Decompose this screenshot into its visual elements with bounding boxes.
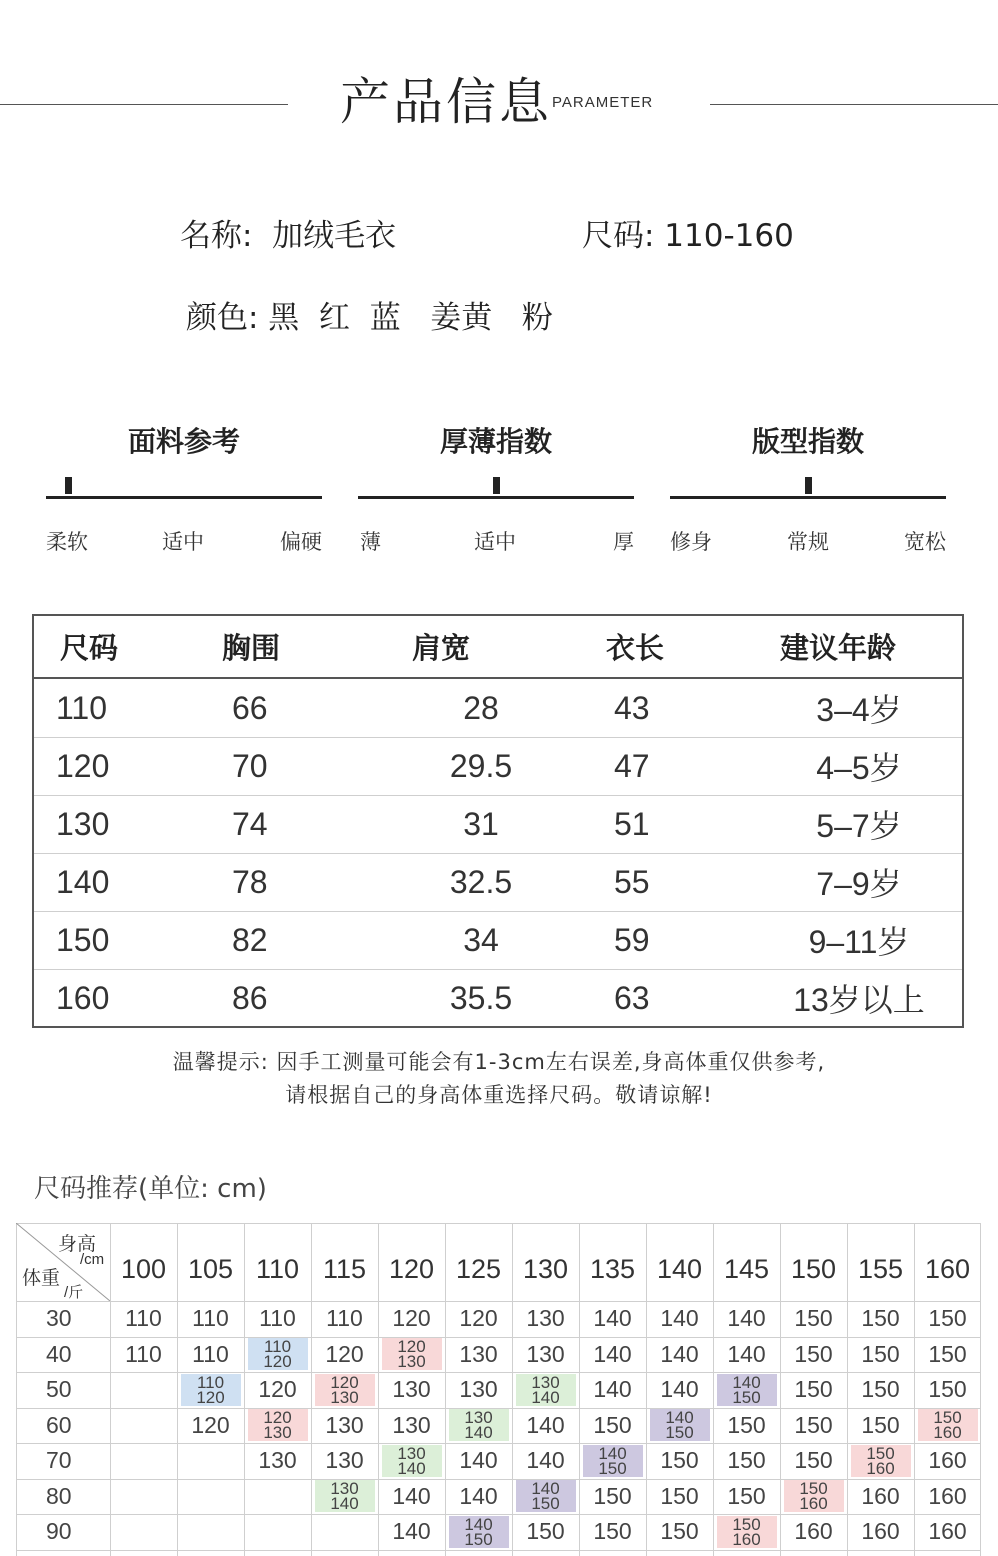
size-cell [579, 1443, 646, 1479]
size-range-to: 150 [464, 1529, 493, 1549]
spec-header-row [34, 616, 962, 677]
size-range-badge [918, 1409, 978, 1441]
size-range-badge [851, 1445, 911, 1477]
weight-label: 80 [46, 1482, 72, 1509]
size-range-to: 160 [933, 1423, 962, 1443]
spec-cell: 70 [232, 747, 268, 784]
size-range-from: 130 [397, 1443, 426, 1463]
scale-label-low: 修身 [670, 530, 712, 554]
product-size-range: 尺码: 110-160 [582, 218, 794, 254]
size-cell: 130 [325, 1411, 364, 1438]
height-header: 100 [120, 1253, 167, 1284]
height-header: 150 [790, 1253, 837, 1284]
spec-table-row [34, 969, 962, 1027]
size-range-from: 140 [531, 1479, 560, 1499]
spec-cell: 55 [614, 863, 650, 900]
size-recommendation-grid [16, 1223, 981, 1556]
size-cell: 120 [459, 1305, 498, 1332]
size-range-from: 120 [397, 1337, 426, 1357]
size-cell: 130 [459, 1376, 498, 1403]
size-cell: 150 [660, 1518, 699, 1545]
size-range-to: 120 [196, 1387, 225, 1407]
corner-weight-unit: /斤 [64, 1284, 84, 1301]
size-cell: 150 [861, 1340, 900, 1367]
scale-label-high: 宽松 [904, 530, 946, 554]
product-colors: 颜色: 黑 红 蓝 姜黄 粉 [186, 300, 553, 336]
scale-thickness [358, 420, 634, 560]
size-cell: 150 [727, 1411, 766, 1438]
spec-cell: 9–11岁 [808, 924, 910, 960]
size-range-from: 130 [464, 1408, 493, 1428]
section-title: 产品信息 [340, 73, 552, 131]
spec-table-row [34, 853, 962, 911]
size-cell: 150 [928, 1376, 967, 1403]
size-range-to: 140 [330, 1494, 359, 1514]
scale-line [46, 496, 322, 499]
spec-header-cell: 尺码 [60, 631, 119, 665]
size-cell: 150 [794, 1447, 833, 1474]
size-cell: 150 [928, 1340, 967, 1367]
spec-cell: 82 [232, 921, 268, 958]
size-cell [110, 1372, 177, 1408]
size-range-badge [382, 1338, 442, 1370]
size-cell: 150 [794, 1376, 833, 1403]
size-cell [311, 1479, 378, 1515]
spec-header-cell: 建议年龄 [780, 631, 897, 665]
size-cell [311, 1514, 378, 1550]
spec-cell: 32.5 [449, 863, 513, 900]
size-cell [244, 1514, 311, 1550]
spec-header-cell: 肩宽 [412, 631, 471, 665]
size-cell: 130 [526, 1340, 565, 1367]
size-cell [110, 1408, 177, 1444]
header-line-left [0, 104, 288, 105]
size-range-badge [449, 1409, 509, 1441]
height-header: 140 [656, 1253, 703, 1284]
size-cell: 150 [794, 1340, 833, 1367]
size-cell: 160 [861, 1518, 900, 1545]
spec-cell: 35.5 [449, 979, 513, 1016]
size-cell: 130 [325, 1447, 364, 1474]
height-header: 115 [322, 1253, 367, 1284]
size-cell [177, 1443, 244, 1479]
size-cell: 110 [192, 1305, 229, 1332]
spec-cell: 51 [614, 805, 650, 842]
size-cell: 150 [727, 1447, 766, 1474]
size-range-badge [382, 1445, 442, 1477]
size-range-badge [516, 1480, 576, 1512]
height-header: 145 [723, 1253, 770, 1284]
measurement-tip [0, 1046, 998, 1112]
size-cell: 120 [258, 1376, 297, 1403]
size-range-to: 140 [464, 1423, 493, 1443]
scale-label-low: 柔软 [46, 530, 88, 554]
size-range-to: 160 [866, 1458, 895, 1478]
spec-cell: 5–7岁 [816, 808, 902, 844]
scale-title: 面料参考 [127, 425, 240, 458]
size-cell: 140 [660, 1376, 699, 1403]
spec-cell: 3–4岁 [816, 692, 902, 728]
spec-cell: 110 [56, 689, 108, 726]
size-cell: 140 [526, 1447, 565, 1474]
size-range-from: 150 [799, 1479, 828, 1499]
height-header: 105 [187, 1253, 234, 1284]
size-range-to: 140 [397, 1458, 426, 1478]
size-range-from: 110 [196, 1372, 225, 1392]
size-cell: 150 [794, 1411, 833, 1438]
size-range-badge [650, 1409, 710, 1441]
size-cell: 160 [861, 1482, 900, 1509]
spec-cell: 130 [56, 805, 110, 842]
scale-fit [670, 420, 946, 560]
size-cell [512, 1372, 579, 1408]
size-cell: 130 [392, 1411, 431, 1438]
size-range-from: 120 [330, 1372, 359, 1392]
size-range-to: 130 [263, 1423, 292, 1443]
size-range-badge [315, 1374, 375, 1406]
header-line-right [710, 104, 998, 105]
size-range-to: 140 [531, 1387, 560, 1407]
size-cell [445, 1514, 512, 1550]
weight-label: 70 [46, 1447, 72, 1474]
size-range-from: 150 [866, 1443, 895, 1463]
size-cell [244, 1408, 311, 1444]
size-cell: 150 [660, 1447, 699, 1474]
size-range-to: 120 [263, 1352, 292, 1372]
size-cell: 160 [794, 1518, 833, 1545]
weight-label: 40 [46, 1340, 72, 1367]
spec-cell: 140 [56, 863, 110, 900]
size-range-badge [315, 1480, 375, 1512]
size-cell [244, 1337, 311, 1373]
spec-cell: 7–9岁 [816, 866, 902, 902]
size-cell: 120 [392, 1305, 431, 1332]
size-cell [713, 1372, 780, 1408]
corner-height-label: 身高 [58, 1234, 97, 1255]
spec-cell: 29.5 [449, 747, 513, 784]
size-cell: 130 [526, 1305, 565, 1332]
product-name: 名称: 加绒毛衣 [180, 218, 397, 254]
size-cell [177, 1479, 244, 1515]
size-cell: 120 [191, 1411, 230, 1438]
size-cell: 110 [192, 1340, 229, 1367]
size-cell [713, 1514, 780, 1550]
size-cell: 140 [727, 1340, 766, 1367]
corner-height-unit: /cm [80, 1251, 105, 1268]
spec-cell: 28 [463, 689, 499, 726]
size-cell: 160 [928, 1518, 967, 1545]
scale-label-mid: 常规 [787, 530, 829, 554]
size-cell: 140 [660, 1305, 699, 1332]
size-range-from: 140 [598, 1443, 627, 1463]
scale-label-mid: 适中 [162, 530, 204, 554]
size-cell: 120 [325, 1340, 364, 1367]
spec-cell: 63 [614, 979, 650, 1016]
height-header: 120 [388, 1253, 435, 1284]
size-cell [847, 1443, 914, 1479]
tip-line-2: 请根据自己的身高体重选择尺码。敬请谅解! [285, 1083, 713, 1107]
size-range-to: 150 [732, 1387, 761, 1407]
spec-table-row [34, 737, 962, 795]
weight-label: 60 [46, 1411, 72, 1438]
size-range-to: 150 [598, 1458, 627, 1478]
size-cell: 110 [259, 1305, 296, 1332]
size-range-badge [717, 1516, 777, 1548]
spec-cell: 74 [232, 805, 268, 842]
size-range-from: 140 [464, 1514, 493, 1534]
size-cell: 150 [928, 1305, 967, 1332]
corner-weight-label: 体重 [22, 1268, 61, 1289]
scale-label-mid: 适中 [474, 530, 516, 554]
spec-table-row [34, 795, 962, 853]
size-range-badge [449, 1516, 509, 1548]
size-cell [378, 1337, 445, 1373]
size-recommendation-title: 尺码推荐(单位: cm) [34, 1174, 267, 1204]
scale-marker [65, 477, 72, 494]
scale-label-high: 偏硬 [280, 530, 322, 554]
size-cell: 150 [526, 1518, 565, 1545]
size-range-badge [248, 1409, 308, 1441]
size-range-badge [516, 1374, 576, 1406]
spec-cell: 150 [56, 921, 110, 958]
size-range-from: 150 [732, 1514, 761, 1534]
weight-label: 30 [46, 1305, 72, 1332]
size-cell: 130 [459, 1340, 498, 1367]
size-cell [110, 1479, 177, 1515]
size-cell: 140 [727, 1305, 766, 1332]
size-range-to: 150 [665, 1423, 694, 1443]
size-cell: 150 [861, 1376, 900, 1403]
size-range-from: 130 [330, 1479, 359, 1499]
height-header: 160 [924, 1253, 971, 1284]
size-cell: 160 [928, 1447, 967, 1474]
scale-title: 版型指数 [751, 425, 864, 458]
weight-label: 90 [46, 1518, 72, 1545]
size-cell [177, 1372, 244, 1408]
spec-cell: 66 [232, 689, 268, 726]
size-range-badge [784, 1480, 844, 1512]
size-range-from: 130 [531, 1372, 560, 1392]
grid-corner-cell [16, 1223, 110, 1301]
size-spec-table [32, 614, 964, 1028]
height-header: 130 [522, 1253, 569, 1284]
spec-cell: 31 [463, 805, 499, 842]
height-header: 135 [589, 1253, 636, 1284]
size-cell: 140 [526, 1411, 565, 1438]
size-cell: 150 [727, 1482, 766, 1509]
scale-marker [805, 477, 812, 494]
size-range-to: 150 [531, 1494, 560, 1514]
size-cell: 150 [794, 1305, 833, 1332]
section-title-en: PARAMETER [552, 94, 654, 111]
size-cell: 110 [326, 1305, 363, 1332]
scale-label-high: 厚 [613, 530, 634, 554]
size-cell [110, 1514, 177, 1550]
weight-label: 50 [46, 1376, 72, 1403]
scale-line [358, 496, 634, 499]
spec-cell: 160 [56, 979, 110, 1016]
spec-cell: 47 [614, 747, 650, 784]
size-range-from: 150 [933, 1408, 962, 1428]
spec-cell: 34 [463, 921, 499, 958]
spec-cell: 43 [614, 689, 650, 726]
size-cell: 140 [660, 1340, 699, 1367]
size-range-to: 160 [732, 1529, 761, 1549]
size-cell: 130 [392, 1376, 431, 1403]
scale-fabric [46, 420, 322, 560]
spec-header-cell: 衣长 [606, 631, 665, 665]
spec-cell: 4–5岁 [816, 750, 902, 786]
size-cell: 130 [258, 1447, 297, 1474]
size-cell [244, 1479, 311, 1515]
height-header: 155 [857, 1253, 904, 1284]
size-cell: 140 [392, 1482, 431, 1509]
scale-line [670, 496, 946, 499]
size-cell [780, 1479, 847, 1515]
size-cell: 110 [125, 1340, 162, 1367]
tip-line-1: 温馨提示: 因手工测量可能会有1-3cm左右误差,身高体重仅供参考, [172, 1050, 826, 1074]
height-header: 110 [255, 1253, 300, 1284]
size-cell: 140 [593, 1376, 632, 1403]
size-range-from: 110 [263, 1337, 292, 1357]
size-range-badge [717, 1374, 777, 1406]
spec-table-row [34, 911, 962, 969]
spec-cell: 86 [232, 979, 268, 1016]
size-cell: 140 [392, 1518, 431, 1545]
spec-table-row [34, 679, 962, 737]
size-cell: 110 [125, 1305, 162, 1332]
size-range-badge [181, 1374, 241, 1406]
spec-cell: 59 [614, 921, 650, 958]
spec-header-cell: 胸围 [222, 631, 281, 665]
size-range-from: 140 [732, 1372, 761, 1392]
size-range-to: 130 [397, 1352, 426, 1372]
spec-cell: 13岁以上 [793, 982, 925, 1018]
size-cell: 150 [861, 1305, 900, 1332]
size-cell [177, 1514, 244, 1550]
size-range-badge [248, 1338, 308, 1370]
spec-cell: 120 [56, 747, 110, 784]
spec-cell: 78 [232, 863, 268, 900]
grid-row-divider [16, 1550, 981, 1551]
size-cell: 150 [593, 1411, 632, 1438]
size-cell: 150 [861, 1411, 900, 1438]
size-range-from: 140 [665, 1408, 694, 1428]
size-range-to: 160 [799, 1494, 828, 1514]
size-cell: 150 [660, 1482, 699, 1509]
size-cell [445, 1408, 512, 1444]
size-cell: 140 [459, 1482, 498, 1509]
size-cell [110, 1443, 177, 1479]
height-header: 125 [455, 1253, 502, 1284]
size-cell [512, 1479, 579, 1515]
size-cell [646, 1408, 713, 1444]
size-cell: 140 [593, 1340, 632, 1367]
size-cell [378, 1443, 445, 1479]
scale-label-low: 薄 [360, 530, 381, 554]
size-range-from: 120 [263, 1408, 292, 1428]
size-cell: 140 [593, 1305, 632, 1332]
size-range-badge [583, 1445, 643, 1477]
size-cell: 140 [459, 1447, 498, 1474]
size-cell [914, 1408, 981, 1444]
scale-marker [493, 477, 500, 494]
size-cell: 150 [593, 1518, 632, 1545]
size-cell: 150 [593, 1482, 632, 1509]
size-cell: 160 [928, 1482, 967, 1509]
scale-title: 厚薄指数 [439, 425, 552, 458]
size-range-to: 130 [330, 1387, 359, 1407]
size-cell [311, 1372, 378, 1408]
